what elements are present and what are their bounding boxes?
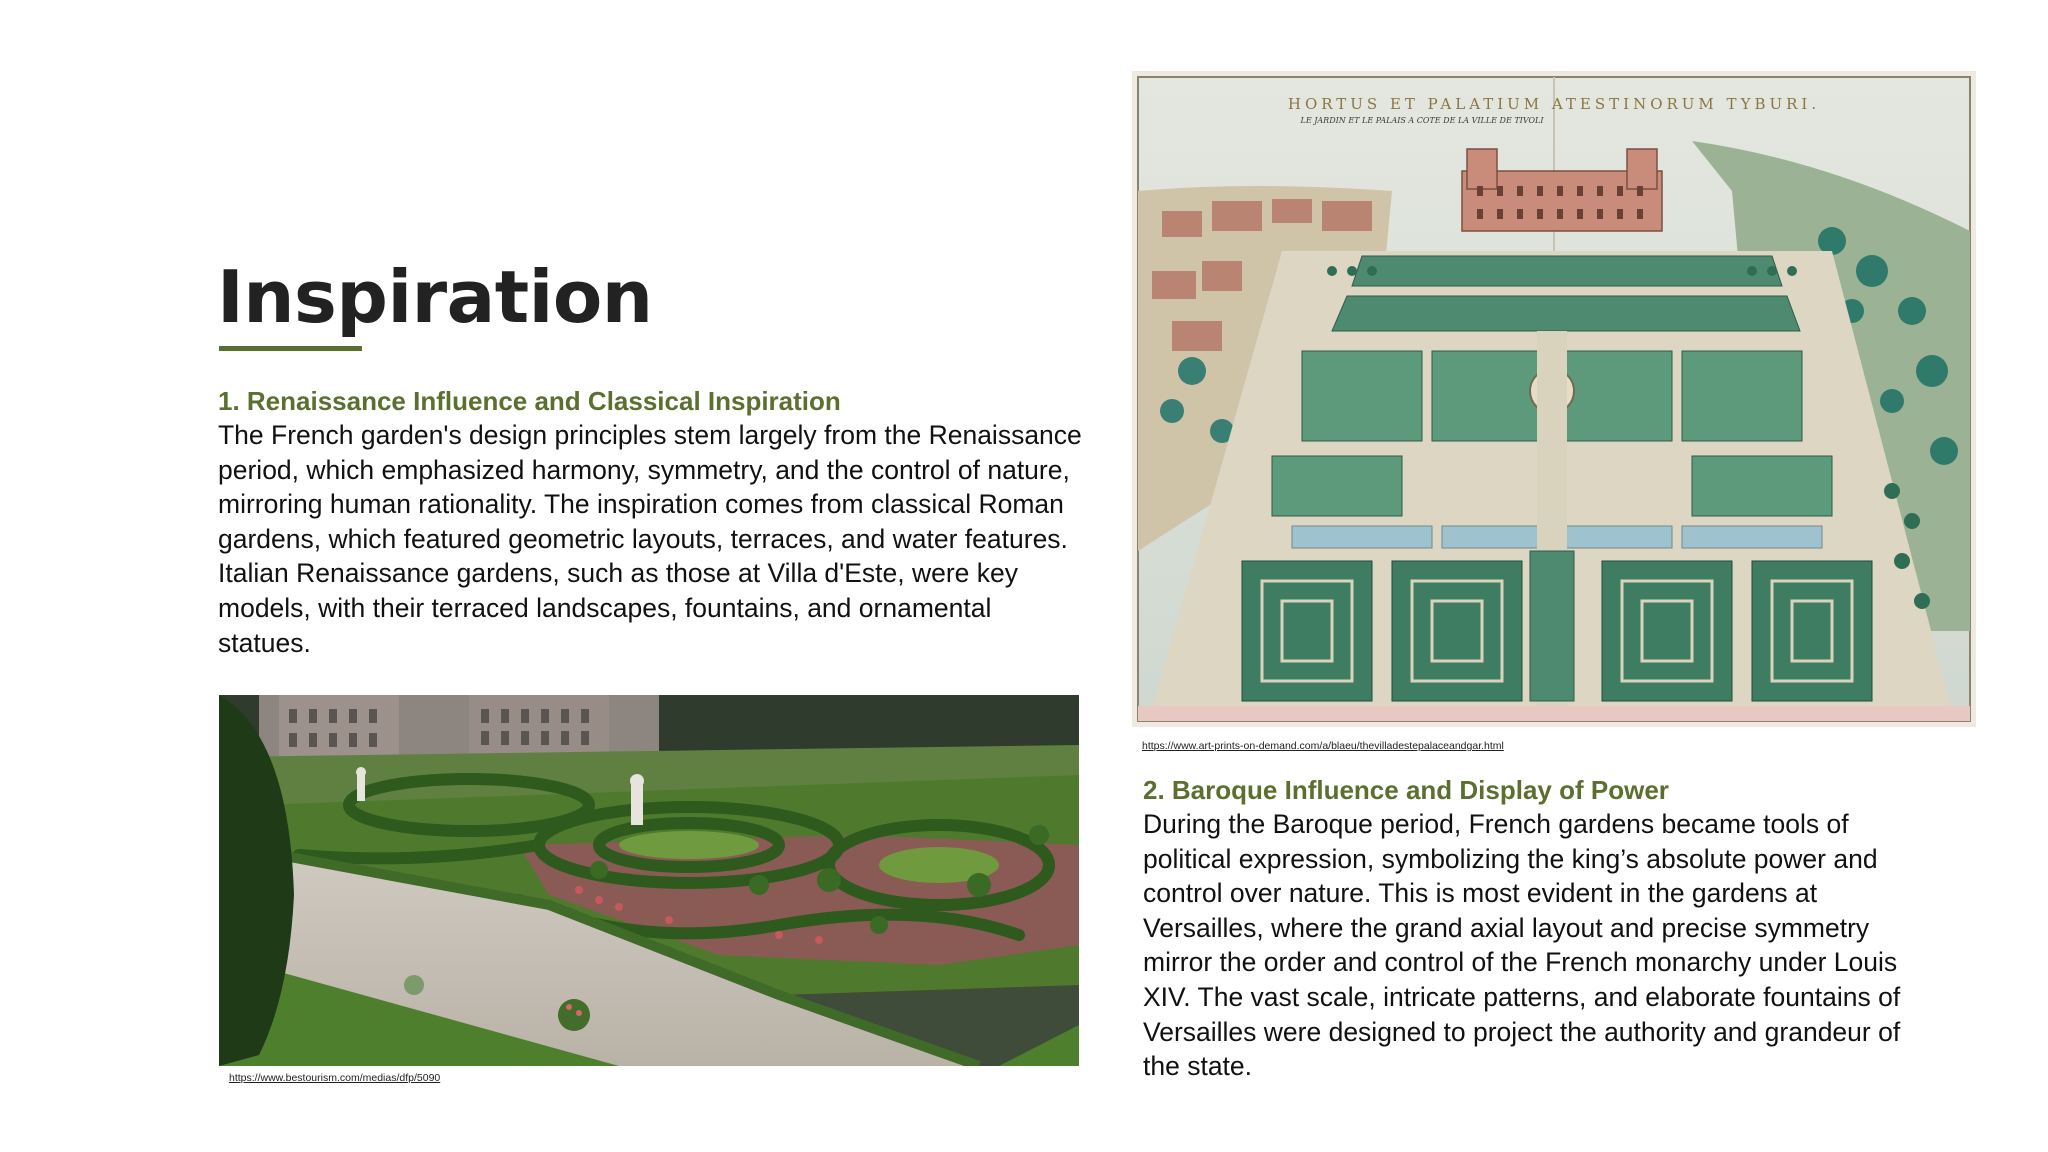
section-heading: 2. Baroque Influence and Display of Power [1143, 775, 1669, 805]
garden-photo-credit-link[interactable]: https://www.bestourism.com/medias/dfp/5090 [229, 1072, 441, 1084]
engraving-credit-link[interactable]: https://www.art-prints-on-demand.com/a/blaeu/thevilladestepalaceandgar.html [1142, 740, 1504, 752]
section-renaissance [218, 384, 1088, 660]
garden-parterre-photo [219, 695, 1079, 1066]
section-body: During the Baroque period, French gardens became tools of political expression, symbolizing the king’s absolute power and control over nature. This is most evident in the gardens at Versailles, where the grand axial layout and precise symmetry mirror the order and control of the French monarchy under Louis XIV. The vast scale, intricate patterns, and elaborate fountains of Versailles were designed to project the authority and grandeur of the state. [1143, 809, 1901, 1082]
section-body: The French garden's design principles stem largely from the Renaissance period, which emphasized harmony, symmetry, and the control of nature, mirroring human rationality. The inspiration comes from classical Roman gardens, which featured geometric layouts, terraces, and water features. Italian Renaissance gardens, such as those at Villa d'Este, were key models, with their terraced landscapes, fountains, and ornamental statues. [218, 420, 1082, 658]
slide-title: Inspiration [217, 255, 653, 339]
section-baroque [1143, 773, 1903, 1084]
title-underline [219, 346, 362, 351]
villa-deste-engraving [1132, 71, 1976, 727]
engraving-caption-title: HORTUS ET PALATIUM ATESTINORUM TYBURI. [1287, 95, 1821, 113]
engraving-caption-subtitle: LE JARDIN ET LE PALAIS A COTE DE LA VILLE DE TIVOLI [1300, 116, 1544, 125]
section-heading: 1. Renaissance Influence and Classical Inspiration [218, 386, 841, 416]
